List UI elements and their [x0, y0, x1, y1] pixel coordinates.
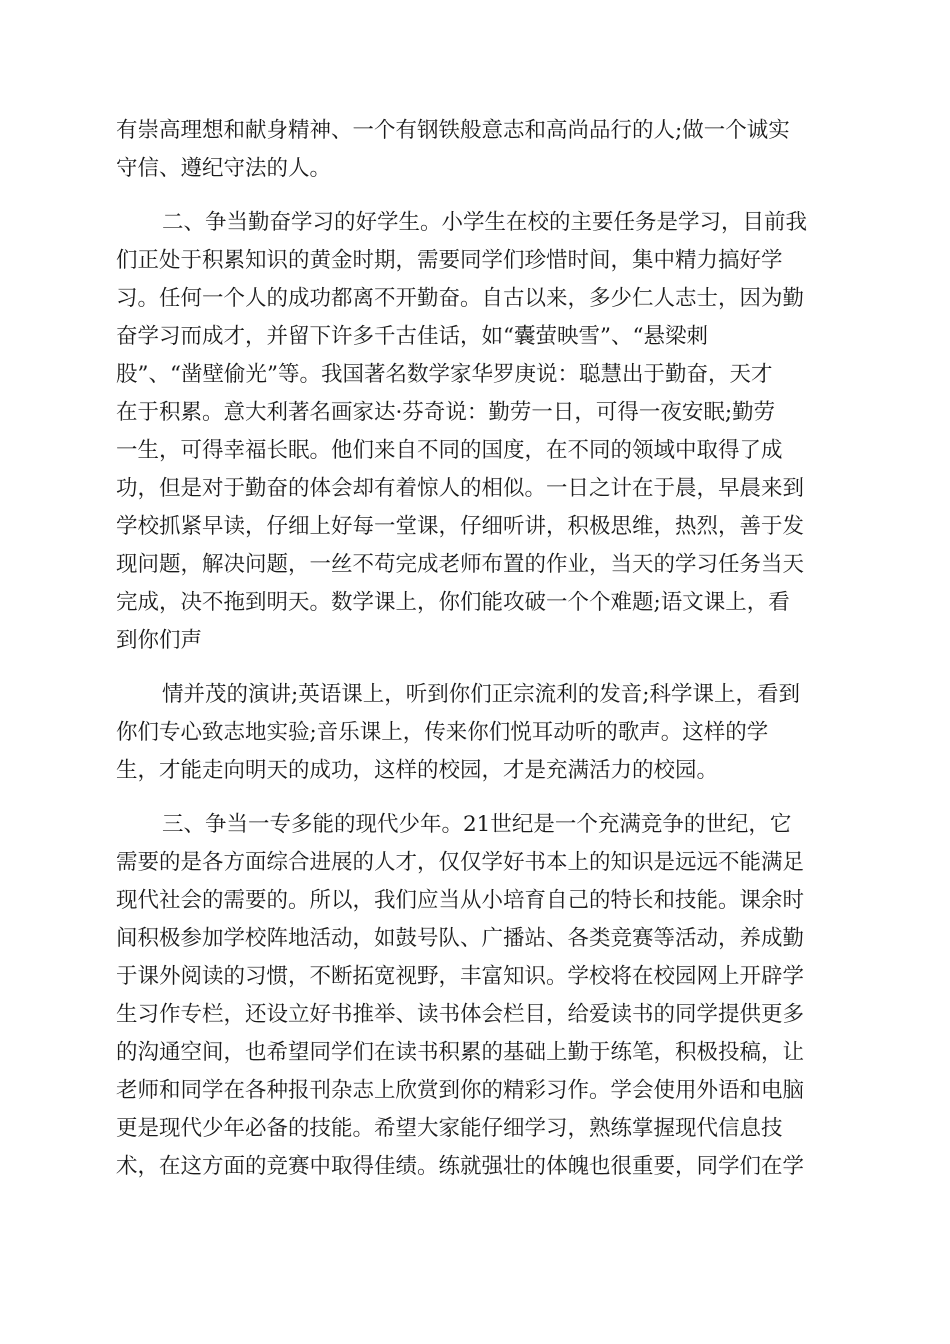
text-line: 生习作专栏，还设立好书推举、读书体会栏目，给爱读书的同学提供更多	[116, 1002, 805, 1027]
text-line: 现代社会的需要的。所以，我们应当从小培育自己的特长和技能。课余时	[116, 888, 805, 913]
text-line: 情并茂的演讲;英语课上，听到你们正宗流利的发音;科学课上，看到	[162, 682, 800, 707]
text-line: 三、争当一专多能的现代少年。21世纪是一个充满竞争的世纪，它	[162, 812, 792, 837]
text-line: 二、争当勤奋学习的好学生。小学生在校的主要任务是学习，目前我	[162, 210, 808, 235]
text-line: 的沟通空间，也希望同学们在读书积累的基础上勤于练笔，积极投稿，让	[116, 1040, 805, 1065]
text-line: 更是现代少年必备的技能。希望大家能仔细学习，熟练掌握现代信息技	[116, 1116, 783, 1141]
text-line: 需要的是各方面综合进展的人才，仅仅学好书本上的知识是远远不能满足	[116, 850, 805, 875]
text-line: 股”、“凿壁偷光”等。我国著名数学家华罗庚说：聪慧出于勤奋，天才	[116, 362, 773, 387]
text-line: 你们专心致志地实验;音乐课上，传来你们悦耳动听的歌声。这样的学	[116, 720, 769, 745]
text-line: 生，才能走向明天的成功，这样的校园，才是充满活力的校园。	[116, 758, 719, 783]
text-line: 习。任何一个人的成功都离不开勤奋。自古以来，多少仁人志士，因为勤	[116, 286, 805, 311]
text-line: 完成，决不拖到明天。数学课上，你们能攻破一个个难题;语文课上，看	[116, 590, 790, 615]
text-line: 学校抓紧早读，仔细上好每一堂课，仔细听讲，积极思维，热烈，善于发	[116, 514, 805, 539]
text-line: 于课外阅读的习惯，不断拓宽视野，丰富知识。学校将在校园网上开辟学	[116, 964, 805, 989]
text-line: 到你们声	[116, 628, 203, 653]
text-line: 术，在这方面的竞赛中取得佳绩。练就强壮的体魄也很重要，同学们在学	[116, 1154, 805, 1179]
text-line: 老师和同学在各种报刊杂志上欣赏到你的精彩习作。学会使用外语和电脑	[116, 1078, 805, 1103]
text-line: 一生，可得幸福长眠。他们来自不同的国度，在不同的领域中取得了成	[116, 438, 783, 463]
text-line: 在于积累。意大利著名画家达·芬奇说：勤劳一日，可得一夜安眠;勤劳	[116, 400, 776, 425]
text-line: 们正处于积累知识的黄金时期，需要同学们珍惜时间，集中精力搞好学	[116, 248, 783, 273]
text-line: 有崇高理想和献身精神、一个有钢铁般意志和高尚品行的人;做一个诚实	[116, 118, 790, 143]
text-line: 现问题，解决问题，一丝不苟完成老师布置的作业，当天的学习任务当天	[116, 552, 805, 577]
text-line: 功，但是对于勤奋的体会却有着惊人的相似。一日之计在于晨，早晨来到	[116, 476, 805, 501]
text-line: 奋学习而成才，并留下许多千古佳话，如“囊萤映雪”、“悬梁刺	[116, 324, 708, 349]
text-line: 间积极参加学校阵地活动，如鼓号队、广播站、各类竞赛等活动，养成勤	[116, 926, 805, 951]
text-line: 守信、遵纪守法的人。	[116, 156, 332, 181]
